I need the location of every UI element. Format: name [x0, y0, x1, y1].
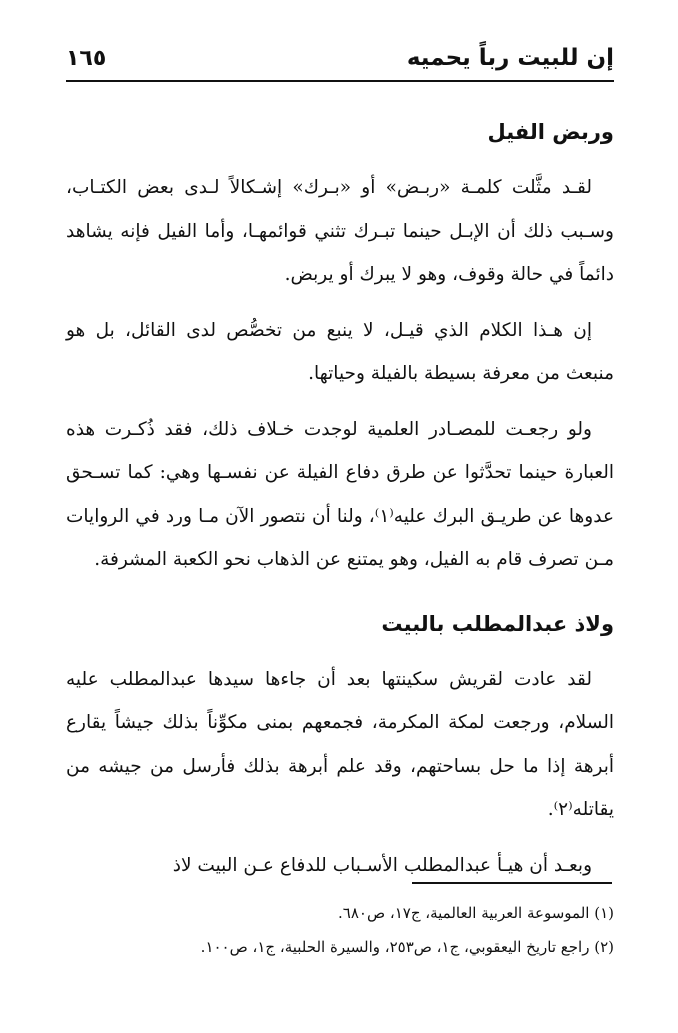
- paragraph: إن هـذا الكلام الذي قيـل، لا ينبع من تخصُّص لدى القائل، بل هو منبعث من معرفة بسيطة بالفيلة وحياتها.: [66, 319, 614, 384]
- running-title: إن للبيت رباً يحميه: [406, 45, 614, 71]
- section-heading: ولاذ عبدالمطلب بالبيت: [381, 611, 614, 636]
- main-text: [66, 112, 614, 899]
- section-heading: وربض الفيل: [487, 120, 614, 144]
- footnote: (٢) راجع تاريخ اليعقوبي، ج١، ص٢٥٣، والسيرة الحلبية، ج١، ص١٠٠.: [200, 938, 614, 956]
- header-rule: [66, 80, 614, 82]
- footnote-separator: [412, 882, 612, 884]
- page-header: [66, 38, 614, 78]
- paragraph: ولو رجعـت للمصـادر العلمية لوجدت خـلاف ذلك، فقد ذُكـرت هذه العبارة حينما تحدَّثوا عن طرق دفاع الفيلة عن نفسـها وهي: كما تسـحق عدوها عن طريـق البرك عليه⁽١⁾، ولنا أن نتصور الآن مـا ورد في الروايات مـن تصرف قام به الفيل، وهو يمتنع عن الذهاب نحو الكعبة المشرفة.: [66, 418, 614, 570]
- paragraph: وبعـد أن هيـأ عبدالمطلب الأسـباب للدفاع عـن البيت لاذ: [172, 854, 592, 876]
- page-number: ١٦٥: [66, 45, 107, 71]
- footnotes: [66, 896, 614, 964]
- paragraph: لقـد مثَّلت كلمـة «ربـض» أو «بـرك» إشـكالاً لـدى بعض الكتـاب، وسـبب ذلك أن الإبـل حينما تبـرك تثني قوائمهـا، وأما الفيل فإنه يشاهد دائماً في حالة وقوف، وهو لا يبرك أو يربض.: [66, 177, 614, 285]
- footnote: (١) الموسوعة العربية العالمية، ج١٧، ص٦٨٠.: [337, 904, 614, 922]
- paragraph: لقد عادت لقريش سكينتها بعد أن جاءها سيدها عبدالمطلب عليه السلام، ورجعت لمكة المكرمة، فجمعهم بمنى مكوِّناً بذلك جيشاً يقارع أبرهة إذا ما حل بساحتهم، وقد علم أبرهة بذلك فأرسل من جيشه من يقاتله⁽٢⁾.: [66, 668, 614, 820]
